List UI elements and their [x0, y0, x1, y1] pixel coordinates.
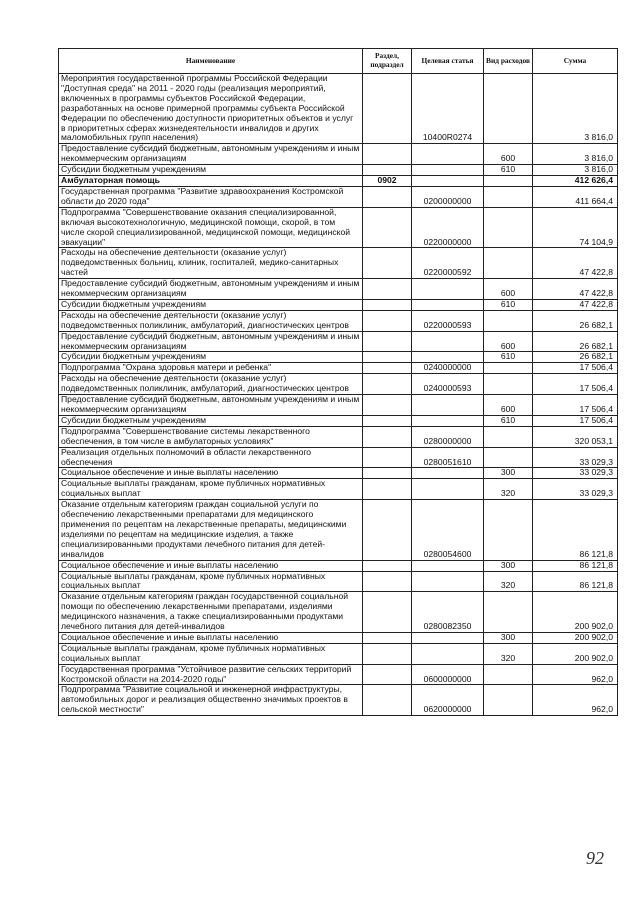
row-target-cell	[412, 468, 484, 479]
row-name-cell: Социальное обеспечение и иные выплаты населению	[59, 468, 363, 479]
row-name-cell: Расходы на обеспечение деятельности (оказание услуг) подведомственных поликлиник, амбулаторий, диагностических центров	[59, 310, 363, 331]
row-sum-cell: 33 029,3	[533, 479, 618, 500]
row-section-cell	[363, 592, 412, 633]
row-section-cell	[363, 299, 412, 310]
row-sum-cell: 320 053,1	[533, 426, 618, 447]
row-section-cell	[363, 632, 412, 643]
header-type: Вид расходов	[484, 49, 533, 74]
row-section-cell	[363, 374, 412, 395]
row-target-cell	[412, 144, 484, 165]
row-type-cell	[484, 207, 533, 248]
row-section-cell	[363, 248, 412, 279]
row-section-cell	[363, 207, 412, 248]
row-section-cell	[363, 363, 412, 374]
header-row	[59, 49, 618, 74]
row-name-cell: Расходы на обеспечение деятельности (оказание услуг) подведомственных больниц, клиник, госпиталей, медико-санитарных частей	[59, 248, 363, 279]
row-target-cell: 0280054600	[412, 500, 484, 560]
row-target-cell	[412, 479, 484, 500]
row-section-cell	[363, 74, 412, 144]
row-section-cell	[363, 479, 412, 500]
row-type-cell: 610	[484, 352, 533, 363]
table-row	[59, 395, 618, 416]
row-target-cell: 0280051610	[412, 447, 484, 468]
table-row	[59, 186, 618, 207]
row-type-cell	[484, 374, 533, 395]
row-name-cell: Подпрограмма "Развитие социальной и инженерной инфраструктуры, автомобильных дорог и реализация общественно значимых проектов в сельской местности"	[59, 685, 363, 716]
row-section-cell	[363, 571, 412, 592]
row-type-cell: 600	[484, 331, 533, 352]
row-name-cell: Предоставление субсидий бюджетным, автономным учреждениям и иным некоммерческим организациям	[59, 395, 363, 416]
table-row	[59, 560, 618, 571]
row-name-cell: Мероприятия государственной программы Российской Федерации "Доступная среда" на 2011 - 2020 годы (реализация мероприятий, включенных в программы субъектов Российской Федерации, разработанных на основе примерной программы субъекта Российской Федерации по обеспечению доступности приоритетных объектов и услуг в приоритетных сферах жизнедеятельности инвалидов и других маломобильных групп населения)	[59, 74, 363, 144]
row-type-cell	[484, 685, 533, 716]
row-type-cell: 300	[484, 632, 533, 643]
table-body	[59, 74, 618, 716]
row-sum-cell: 26 682,1	[533, 352, 618, 363]
row-name-cell: Государственная программа "Устойчивое развитие сельских территорий Костромской области на 2014-2020 годы"	[59, 664, 363, 685]
row-sum-cell: 411 664,4	[533, 186, 618, 207]
header-section: Раздел, подраздел	[363, 49, 412, 74]
row-sum-cell: 33 029,3	[533, 447, 618, 468]
row-sum-cell: 26 682,1	[533, 331, 618, 352]
row-name-cell: Социальные выплаты гражданам, кроме публичных нормативных социальных выплат	[59, 479, 363, 500]
table-row	[59, 643, 618, 664]
row-name-cell: Предоставление субсидий бюджетным, автономным учреждениям и иным некоммерческим организациям	[59, 279, 363, 300]
row-sum-cell: 26 682,1	[533, 310, 618, 331]
row-name-cell: Оказание отдельным категориям граждан государственной социальной помощи по обеспечению лекарственными препаратами, изделиями медицинского назначения, а также специализированными продуктами лечебного питания для детей-инвалидов	[59, 592, 363, 633]
row-type-cell	[484, 176, 533, 187]
table-row	[59, 415, 618, 426]
row-name-cell: Социальное обеспечение и иные выплаты населению	[59, 632, 363, 643]
table-row	[59, 426, 618, 447]
row-section-cell	[363, 415, 412, 426]
row-section-cell	[363, 468, 412, 479]
row-sum-cell: 47 422,8	[533, 299, 618, 310]
row-section-cell	[363, 279, 412, 300]
row-sum-cell: 17 506,4	[533, 395, 618, 416]
row-section-cell	[363, 500, 412, 560]
row-name-cell: Субсидии бюджетным учреждениям	[59, 165, 363, 176]
row-target-cell: 0220000593	[412, 310, 484, 331]
row-name-cell: Подпрограмма "Совершенствование оказания специализированной, включая высокотехнологичную, медицинской помощи, скорой, в том числе скорой специализированной, медицинской помощи, медицинской эвакуации"	[59, 207, 363, 248]
table-row	[59, 144, 618, 165]
table-row	[59, 500, 618, 560]
row-section-cell	[363, 685, 412, 716]
row-target-cell: 0600000000	[412, 664, 484, 685]
row-target-cell: 0240000000	[412, 363, 484, 374]
table-row	[59, 331, 618, 352]
row-name-cell: Амбулаторная помощь	[59, 176, 363, 187]
row-sum-cell: 47 422,8	[533, 248, 618, 279]
row-type-cell: 610	[484, 415, 533, 426]
row-target-cell	[412, 643, 484, 664]
row-sum-cell: 200 902,0	[533, 632, 618, 643]
row-target-cell	[412, 571, 484, 592]
row-target-cell	[412, 331, 484, 352]
header-name: Наименование	[59, 49, 363, 74]
table-row	[59, 74, 618, 144]
row-name-cell: Субсидии бюджетным учреждениям	[59, 299, 363, 310]
row-name-cell: Предоставление субсидий бюджетным, автономным учреждениям и иным некоммерческим организациям	[59, 331, 363, 352]
row-name-cell: Предоставление субсидий бюджетным, автономным учреждениям и иным некоммерческим организациям	[59, 144, 363, 165]
row-sum-cell: 962,0	[533, 664, 618, 685]
row-sum-cell: 412 626,4	[533, 176, 618, 187]
budget-table	[58, 48, 618, 716]
row-type-cell	[484, 447, 533, 468]
header-sum: Сумма	[533, 49, 618, 74]
row-target-cell	[412, 279, 484, 300]
row-name-cell: Социальное обеспечение и иные выплаты населению	[59, 560, 363, 571]
table-row	[59, 479, 618, 500]
row-type-cell	[484, 186, 533, 207]
row-target-cell	[412, 395, 484, 416]
row-sum-cell: 86 121,8	[533, 560, 618, 571]
row-type-cell: 610	[484, 299, 533, 310]
row-type-cell	[484, 500, 533, 560]
row-type-cell: 600	[484, 144, 533, 165]
table-row	[59, 374, 618, 395]
row-name-cell: Расходы на обеспечение деятельности (оказание услуг) подведомственных поликлиник, амбулаторий, диагностических центров	[59, 374, 363, 395]
row-section-cell	[363, 144, 412, 165]
row-target-cell: 0200000000	[412, 186, 484, 207]
row-section-cell	[363, 560, 412, 571]
row-type-cell: 320	[484, 479, 533, 500]
table-row	[59, 310, 618, 331]
table-row	[59, 685, 618, 716]
header-target: Целевая статья	[412, 49, 484, 74]
table-row	[59, 447, 618, 468]
row-section-cell	[363, 664, 412, 685]
row-target-cell: 10400R0274	[412, 74, 484, 144]
row-section-cell: 0902	[363, 176, 412, 187]
row-type-cell: 300	[484, 468, 533, 479]
row-sum-cell: 17 506,4	[533, 363, 618, 374]
row-type-cell	[484, 74, 533, 144]
row-section-cell	[363, 310, 412, 331]
row-type-cell: 320	[484, 643, 533, 664]
table-row	[59, 165, 618, 176]
row-target-cell	[412, 176, 484, 187]
row-sum-cell: 17 506,4	[533, 374, 618, 395]
row-target-cell: 0220000000	[412, 207, 484, 248]
row-sum-cell: 962,0	[533, 685, 618, 716]
table-row	[59, 248, 618, 279]
row-type-cell: 610	[484, 165, 533, 176]
row-name-cell: Подпрограмма "Охрана здоровья матери и ребенка"	[59, 363, 363, 374]
row-sum-cell: 86 121,8	[533, 500, 618, 560]
row-name-cell: Социальные выплаты гражданам, кроме публичных нормативных социальных выплат	[59, 571, 363, 592]
row-section-cell	[363, 165, 412, 176]
row-type-cell	[484, 363, 533, 374]
table-row	[59, 352, 618, 363]
row-name-cell: Подпрограмма "Совершенствование системы лекарственного обеспечения, в том числе в амбулаторных условиях"	[59, 426, 363, 447]
row-section-cell	[363, 426, 412, 447]
row-name-cell: Субсидии бюджетным учреждениям	[59, 352, 363, 363]
table-row	[59, 571, 618, 592]
row-name-cell: Субсидии бюджетным учреждениям	[59, 415, 363, 426]
row-type-cell: 300	[484, 560, 533, 571]
row-section-cell	[363, 447, 412, 468]
row-type-cell	[484, 310, 533, 331]
row-name-cell: Социальные выплаты гражданам, кроме публичных нормативных социальных выплат	[59, 643, 363, 664]
row-sum-cell: 74 104,9	[533, 207, 618, 248]
row-sum-cell: 17 506,4	[533, 415, 618, 426]
row-sum-cell: 200 902,0	[533, 643, 618, 664]
table-row	[59, 176, 618, 187]
row-section-cell	[363, 331, 412, 352]
table-row	[59, 592, 618, 633]
row-sum-cell: 3 816,0	[533, 74, 618, 144]
row-sum-cell: 3 816,0	[533, 144, 618, 165]
row-target-cell	[412, 415, 484, 426]
row-section-cell	[363, 186, 412, 207]
row-sum-cell: 3 816,0	[533, 165, 618, 176]
row-sum-cell: 200 902,0	[533, 592, 618, 633]
row-type-cell	[484, 592, 533, 633]
row-target-cell: 0240000593	[412, 374, 484, 395]
row-name-cell: Реализация отдельных полномочий в области лекарственного обеспечения	[59, 447, 363, 468]
row-target-cell	[412, 299, 484, 310]
row-type-cell: 320	[484, 571, 533, 592]
row-target-cell: 0220000592	[412, 248, 484, 279]
table-row	[59, 632, 618, 643]
row-target-cell	[412, 632, 484, 643]
row-sum-cell: 86 121,8	[533, 571, 618, 592]
row-type-cell	[484, 248, 533, 279]
table-row	[59, 664, 618, 685]
row-sum-cell: 47 422,8	[533, 279, 618, 300]
row-type-cell: 600	[484, 395, 533, 416]
table-header	[59, 49, 618, 74]
table-row	[59, 299, 618, 310]
row-target-cell	[412, 165, 484, 176]
row-section-cell	[363, 395, 412, 416]
row-target-cell	[412, 560, 484, 571]
row-target-cell: 0280082350	[412, 592, 484, 633]
row-section-cell	[363, 643, 412, 664]
row-name-cell: Оказание отдельным категориям граждан социальной услуги по обеспечению лекарственными препаратами для медицинского применения по рецептам на лекарственные препараты, медицинскими изделиями по рецептам на медицинские изделия, а также специализированными продуктами лечебного питания для детей-инвалидов	[59, 500, 363, 560]
table-row	[59, 363, 618, 374]
table-row	[59, 207, 618, 248]
row-type-cell	[484, 426, 533, 447]
page-number: 92	[586, 848, 604, 868]
table-row	[59, 468, 618, 479]
row-name-cell: Государственная программа "Развитие здравоохранения Костромской области до 2020 года"	[59, 186, 363, 207]
table-row	[59, 279, 618, 300]
row-type-cell: 600	[484, 279, 533, 300]
row-target-cell: 0620000000	[412, 685, 484, 716]
row-target-cell: 0280000000	[412, 426, 484, 447]
row-section-cell	[363, 352, 412, 363]
row-sum-cell: 33 029,3	[533, 468, 618, 479]
row-type-cell	[484, 664, 533, 685]
row-target-cell	[412, 352, 484, 363]
